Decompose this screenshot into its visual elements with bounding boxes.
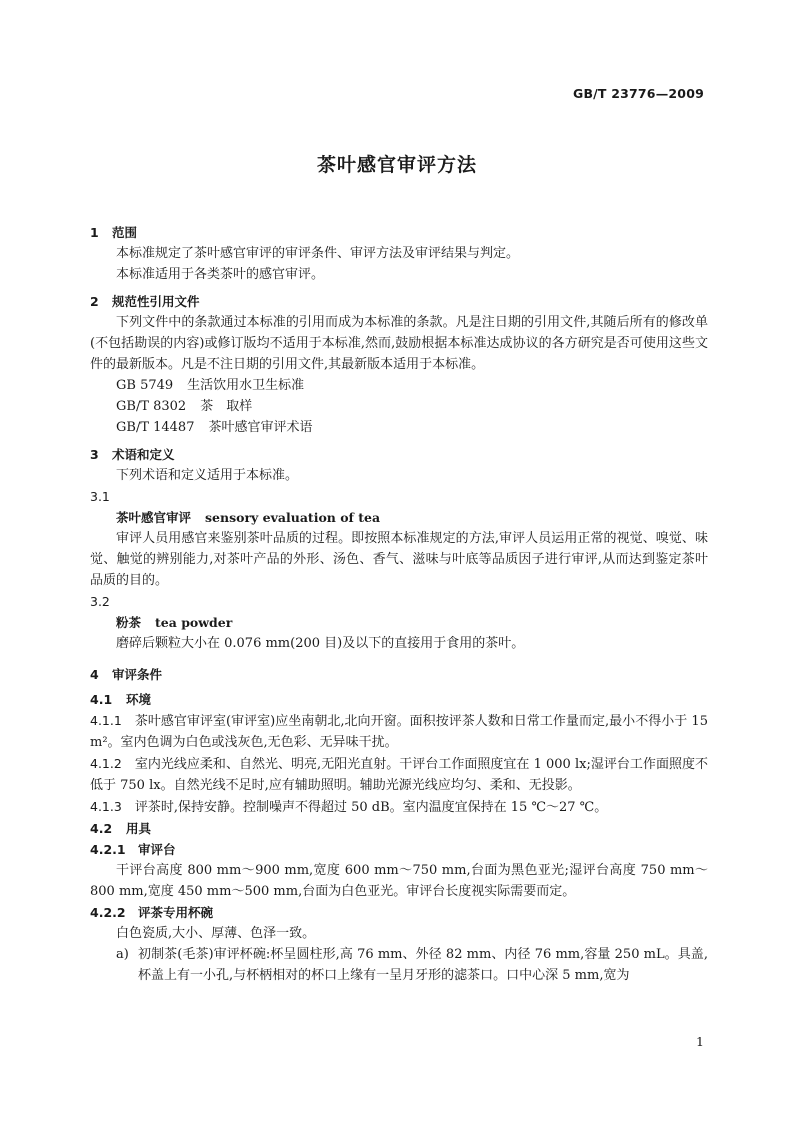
list-item-a: a) 初制茶(毛茶)审评杯碗:杯呈圆柱形,高 76 mm、外径 82 mm、内径 76 mm,容量 250 mL。具盖,杯盖上有一小孔,与杯柄相对的杯口上缘有一呈月牙形的滤茶口。口中心深 5 mm,宽为: [116, 947, 708, 983]
standard-number: GB/T 23776—2009: [572, 86, 704, 101]
reference-item: GB/T 14487 茶叶感官审评术语: [116, 420, 313, 435]
section-heading-4: 4 审评条件: [90, 667, 163, 682]
term-title: 茶叶感官审评 sensory evaluation of tea: [116, 510, 381, 525]
paragraph: 干评台高度 800 mm～900 mm,宽度 600 mm～750 mm,台面为黑色亚光;湿评台高度 750 mm～800 mm,宽度 450 mm～500 mm,台面为白色亚光。审评台长度视实际需要而定。: [90, 863, 708, 899]
term-title: 粉茶 tea powder: [116, 615, 233, 630]
section-heading-2: 2 规范性引用文件: [90, 294, 200, 309]
clause-4-1-1: 4.1.1 茶叶感官审评室(审评室)应坐南朝北,北向开窗。面积按评茶人数和日常工作量而定,最小不得小于 15 m²。室内色调为白色或浅灰色,无色彩、无异味干扰。: [90, 713, 708, 750]
page-number: 1: [696, 1034, 704, 1049]
reference-item: GB/T 8302 茶 取样: [116, 399, 253, 414]
term-definition: 磨碎后颗粒大小在 0.076 mm(200 目)及以下的直接用于食用的茶叶。: [116, 636, 525, 651]
paragraph: 本标准规定了茶叶感官审评的审评条件、审评方法及审评结果与判定。: [116, 246, 520, 261]
term-number: 3.2: [90, 594, 110, 609]
clause-heading-4-2-1: 4.2.1 审评台: [90, 842, 176, 857]
paragraph: 下列文件中的条款通过本标准的引用而成为本标准的条款。凡是注日期的引用文件,其随后所有的修改单(不包括勘误的内容)或修订版均不适用于本标准,然而,鼓励根据本标准达成协议的各方研究是否可使用这些文件的最新版本。凡是不注日期的引用文件,其最新版本适用于本标准。: [90, 315, 708, 372]
paragraph: 本标准适用于各类茶叶的感官审评。: [116, 267, 325, 282]
clause-4-1-2: 4.1.2 室内光线应柔和、自然光、明亮,无阳光直射。干评台工作面照度宜在 1 000 lx;湿评台工作面照度不低于 750 lx。自然光线不足时,应有辅助照明。辅助光源光线应均匀、柔和、无投影。: [90, 756, 708, 793]
term-number: 3.1: [90, 489, 110, 504]
subsection-heading-4-1: 4.1 环境: [90, 692, 152, 707]
reference-item: GB 5749 生活饮用水卫生标准: [116, 378, 305, 393]
term-definition: 审评人员用感官来鉴别茶叶品质的过程。即按照本标准规定的方法,审评人员运用正常的视觉、嗅觉、味觉、触觉的辨别能力,对茶叶产品的外形、汤色、香气、滋味与叶底等品质因子进行审评,从而达到鉴定茶叶品质的目的。: [90, 531, 708, 588]
paragraph: 白色瓷质,大小、厚薄、色泽一致。: [116, 926, 316, 941]
paragraph: 下列术语和定义适用于本标准。: [116, 468, 299, 483]
document-body: [90, 216, 708, 986]
section-heading-3: 3 术语和定义: [90, 447, 175, 462]
clause-heading-4-2-2: 4.2.2 评茶专用杯碗: [90, 905, 214, 920]
clause-4-1-3: 4.1.3 评茶时,保持安静。控制噪声不得超过 50 dB。室内温度宜保持在 15 ℃～27 ℃。: [90, 799, 608, 815]
document-title: 茶叶感官审评方法: [316, 154, 477, 176]
subsection-heading-4-2: 4.2 用具: [90, 821, 152, 836]
section-heading-1: 1 范围: [90, 225, 138, 240]
